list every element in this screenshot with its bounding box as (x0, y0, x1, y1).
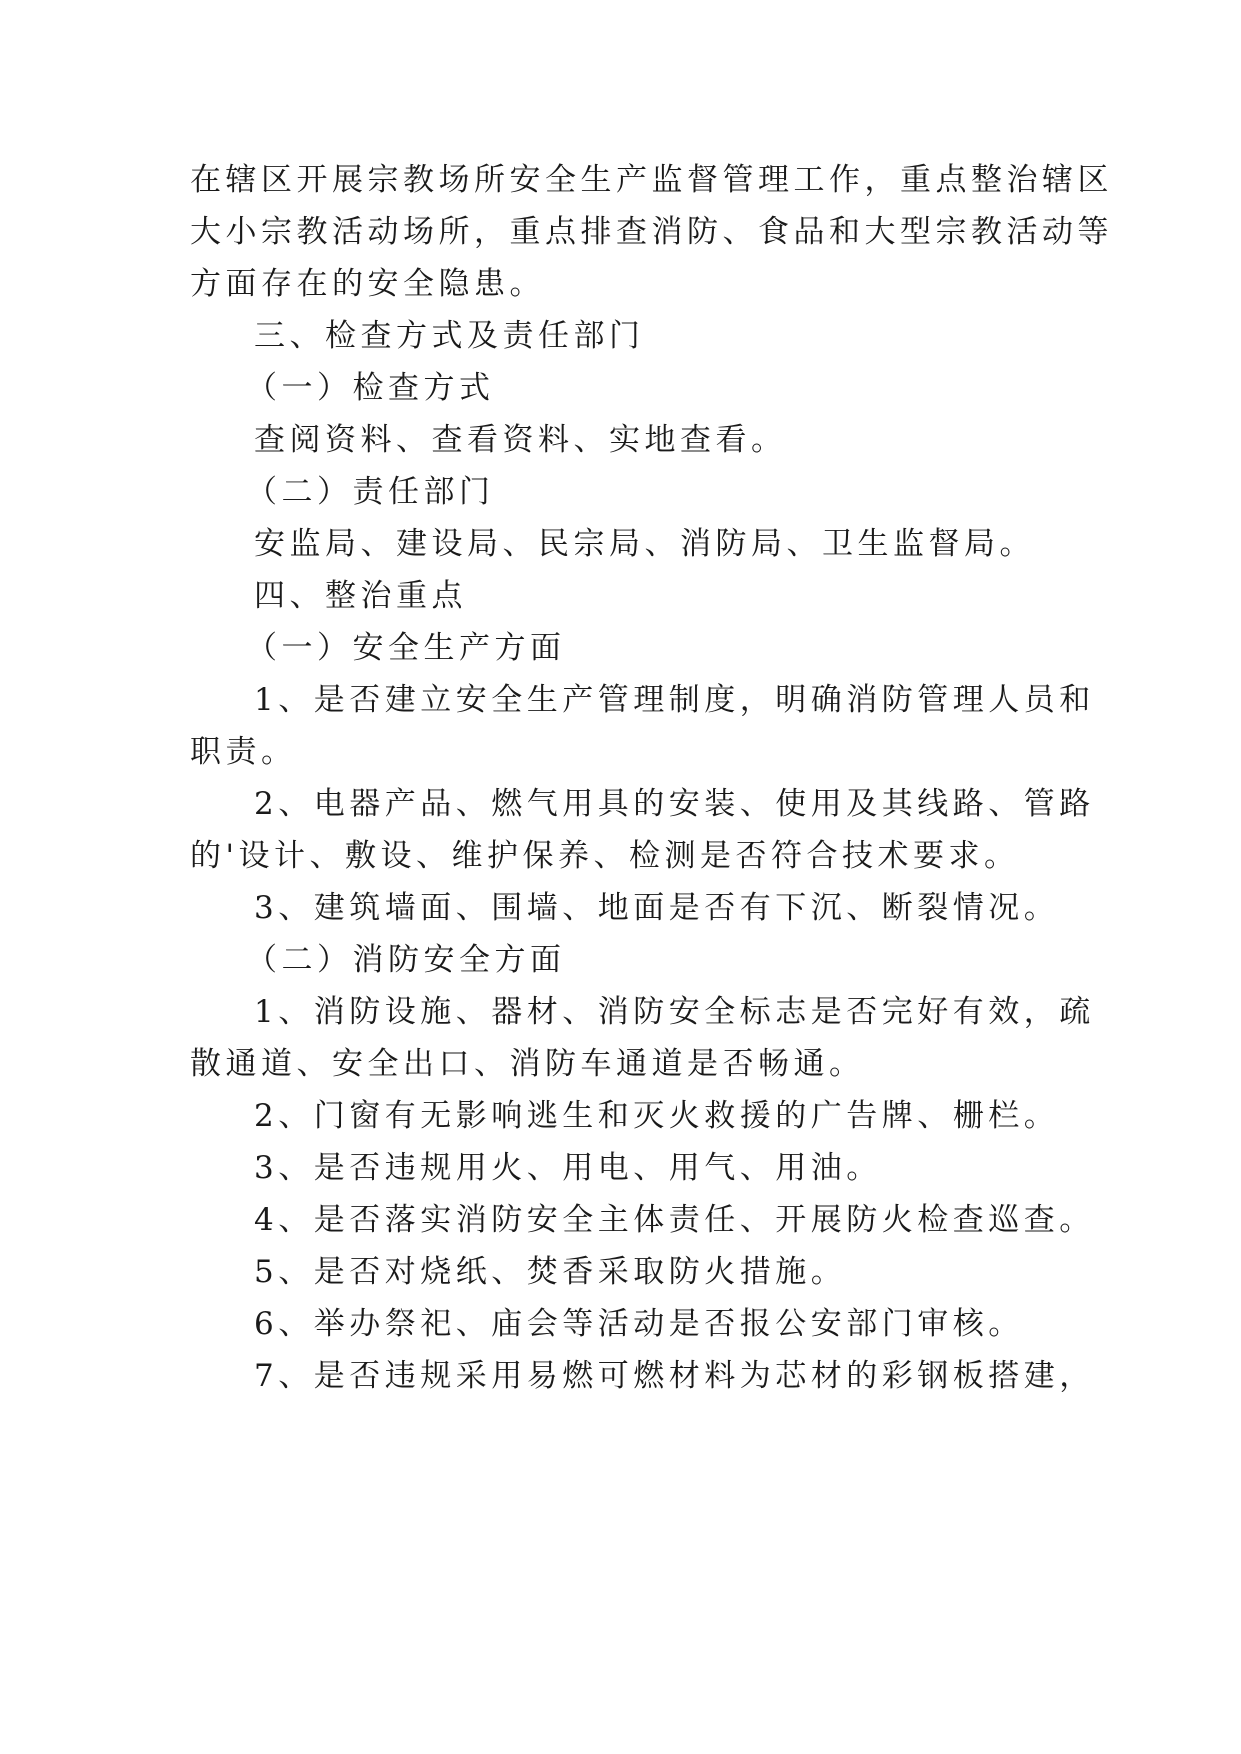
list-item-line: 的'设计、敷设、维护保养、检测是否符合技术要求。 (190, 838, 1020, 874)
list-item-line: 6、举办祭祀、庙会等活动是否报公安部门审核。 (254, 1306, 1024, 1342)
subsection-heading: （二）消防安全方面 (246, 942, 566, 978)
body-text-line: 方面存在的安全隐患。 (190, 266, 545, 302)
body-text-line: 安监局、建设局、民宗局、消防局、卫生监督局。 (254, 526, 1035, 562)
subsection-heading: （一）检查方式 (246, 370, 495, 406)
list-item-line: 4、是否落实消防安全主体责任、开展防火检查巡查。 (254, 1202, 1095, 1238)
subsection-heading: （一）安全生产方面 (246, 630, 566, 666)
section-heading: 三、检查方式及责任部门 (254, 318, 645, 354)
list-item-line: 1、是否建立安全生产管理制度，明确消防管理人员和 (254, 682, 1095, 718)
list-item-line: 3、建筑墙面、围墙、地面是否有下沉、断裂情况。 (254, 890, 1060, 926)
list-item-line: 职责。 (190, 734, 297, 770)
list-item-line: 2、电器产品、燃气用具的安装、使用及其线路、管路 (254, 786, 1095, 822)
list-item-line: 散通道、安全出口、消防车通道是否畅通。 (190, 1046, 865, 1082)
list-item-line: 3、是否违规用火、用电、用气、用油。 (254, 1150, 882, 1186)
list-item-line: 1、消防设施、器材、消防安全标志是否完好有效，疏 (254, 994, 1095, 1030)
body-text-line: 查阅资料、查看资料、实地查看。 (254, 422, 787, 458)
body-text-line: 在辖区开展宗教场所安全生产监督管理工作，重点整治辖区 (190, 162, 1113, 198)
list-item-line: 5、是否对烧纸、焚香采取防火措施。 (254, 1254, 847, 1290)
list-item-line: 7、是否违规采用易燃可燃材料为芯材的彩钢板搭建， (254, 1358, 1095, 1394)
body-text-line: 大小宗教活动场所，重点排查消防、食品和大型宗教活动等 (190, 214, 1113, 250)
section-heading: 四、整治重点 (254, 578, 467, 614)
list-item-line: 2、门窗有无影响逃生和灭火救援的广告牌、栅栏。 (254, 1098, 1060, 1134)
subsection-heading: （二）责任部门 (246, 474, 495, 510)
